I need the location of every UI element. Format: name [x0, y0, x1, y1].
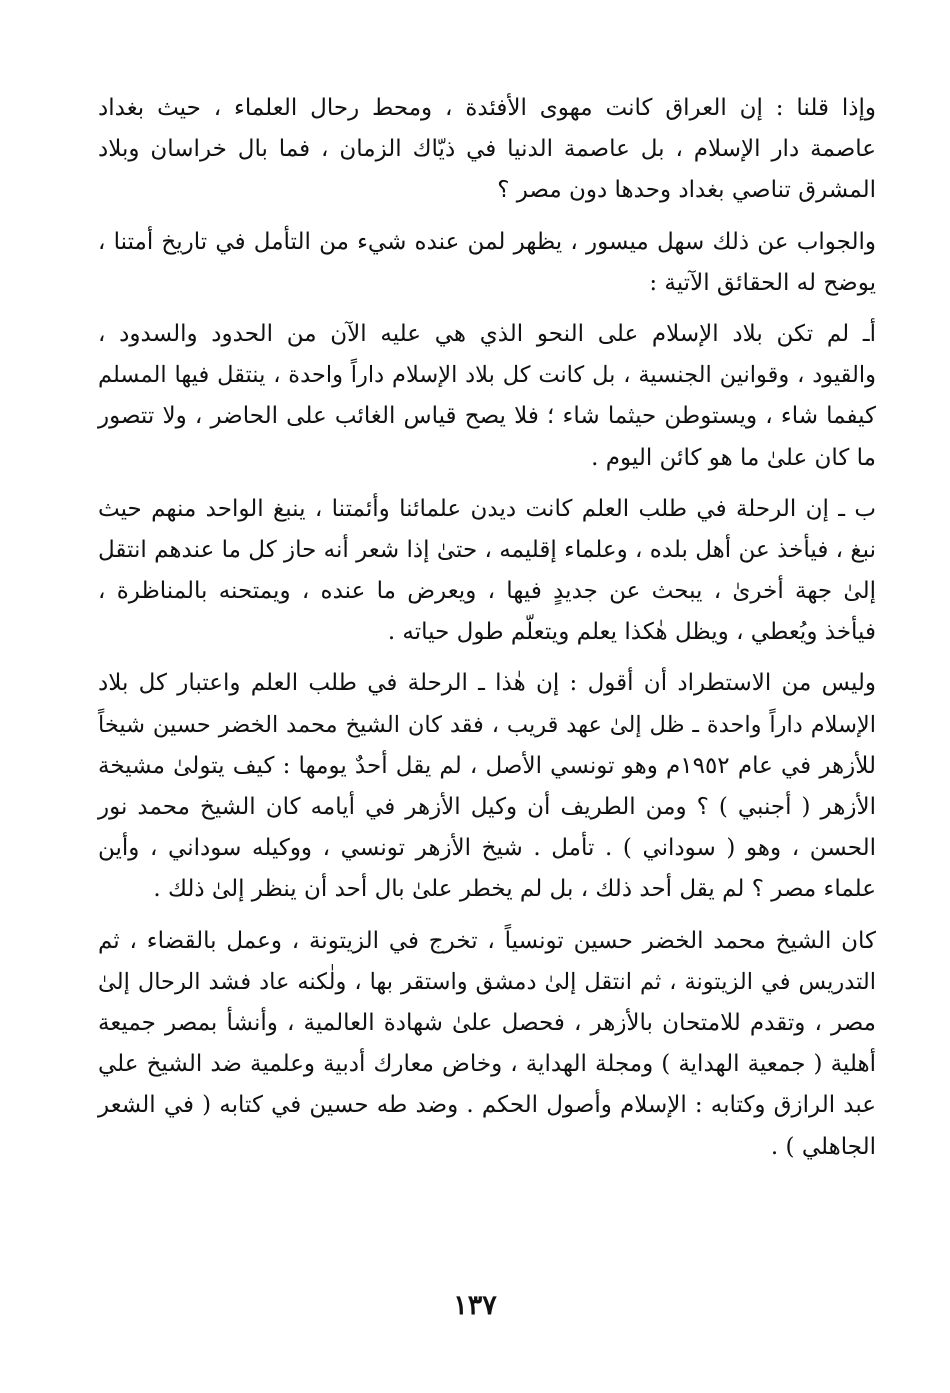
text-line: الحسن ، وهو ( سوداني ) . تأمل . شيخ الأزهر تونسي ، ووكيله سوداني ، وأين: [98, 835, 876, 862]
text-line: مصر ، وتقدم للامتحان بالأزهر ، فحصل علىٰ شهادة العالمية ، وأنشأ بمصر جميعة: [98, 1009, 876, 1036]
text-line: عبد الرازق وكتابه : الإسلام وأصول الحكم . وضد طه حسين في كتابه ( في الشعر: [98, 1092, 876, 1119]
text-line: والقيود ، وقوانين الجنسية ، بل كانت كل بلاد الإسلام داراً واحدة ، ينتقل فيها المسلم: [98, 362, 876, 389]
text-line: الأزهر ( أجنبي ) ؟ ومن الطريف أن وكيل الأزهر في أيامه كان الشيخ محمد نور: [98, 794, 876, 820]
text-line: المشرق تناصي بغداد وحدها دون مصر ؟: [497, 177, 876, 204]
paragraph-point-b: [98, 489, 876, 654]
paragraph-answer-intro: [98, 222, 876, 304]
text-line: كيفما شاء ، ويستوطن حيثما شاء ؛ فلا يصح قياس الغائب على الحاضر ، ولا تتصور: [98, 403, 876, 430]
text-line: ما كان علىٰ ما هو كائن اليوم .: [591, 444, 876, 471]
text-line: الجاهلي ) .: [770, 1133, 876, 1160]
text-line: التدريس في الزيتونة ، ثم انتقل إلىٰ دمشق واستقر بها ، ولٰكنه عاد فشد الرحال إلىٰ: [98, 968, 876, 995]
paragraph-digression: [98, 663, 876, 910]
paragraph-point-a: [98, 314, 876, 479]
paragraph-khidr-hussein: [98, 921, 876, 1168]
page-body: [98, 88, 876, 1178]
text-line: نبغ ، فيأخذ عن أهل بلده ، وعلماء إقليمه ، حتىٰ إذا شعر أنه حاز كل ما عندهم انتقل: [98, 536, 876, 563]
text-line: أـ لم تكن بلاد الإسلام على النحو الذي هي عليه الآن من الحدود والسدود ،: [98, 320, 876, 347]
paragraph-iraq-question: [98, 88, 876, 212]
text-line: عاصمة دار الإسلام ، بل عاصمة الدنيا في ذيّاك الزمان ، فما بال خراسان وبلاد: [98, 136, 876, 163]
text-line: وليس من الاستطراد أن أقول : إن هٰذا ـ الرحلة في طلب العلم واعتبار كل بلاد: [98, 670, 876, 697]
text-line: الإسلام داراً واحدة ـ ظل إلىٰ عهد قريب ، فقد كان الشيخ محمد الخضر حسين شيخاً: [98, 711, 876, 738]
text-line: أهلية ( جمعية الهداية ) ومجلة الهداية ، وخاض معارك أدبية وعلمية ضد الشيخ علي: [98, 1051, 876, 1078]
text-line: والجواب عن ذلك سهل ميسور ، يظهر لمن عنده شيء من التأمل في تاريخ أمتنا ،: [98, 228, 876, 255]
text-line: إلىٰ جهة أخرىٰ ، يبحث عن جديدٍ فيها ، ويعرض ما عنده ، ويمتحنه بالمناظرة ،: [98, 578, 876, 605]
page-number: ١٣٧: [453, 1290, 497, 1321]
text-line: ب ـ إن الرحلة في طلب العلم كانت ديدن علمائنا وأئمتنا ، ينبغ الواحد منهم حيث: [98, 495, 876, 522]
text-line: يوضح له الحقائق الآتية :: [649, 269, 876, 296]
text-line: كان الشيخ محمد الخضر حسين تونسياً ، تخرج في الزيتونة ، وعمل بالقضاء ، ثم: [98, 927, 876, 954]
text-line: فيأخذ ويُعطي ، ويظل هٰكذا يعلم ويتعلّم طول حياته .: [387, 619, 876, 646]
text-line: للأزهر في عام ١٩٥٢م وهو تونسي الأصل ، لم يقل أحدٌ يومها : كيف يتولىٰ مشيخة: [98, 752, 877, 779]
text-line: علماء مصر ؟ لم يقل أحد ذلك ، بل لم يخطر علىٰ بال أحد أن ينظر إلىٰ ذلك .: [153, 876, 876, 903]
text-line: وإذا قلنا : إن العراق كانت مهوى الأفئدة ، ومحط رحال العلماء ، حيث بغداد: [98, 95, 876, 121]
